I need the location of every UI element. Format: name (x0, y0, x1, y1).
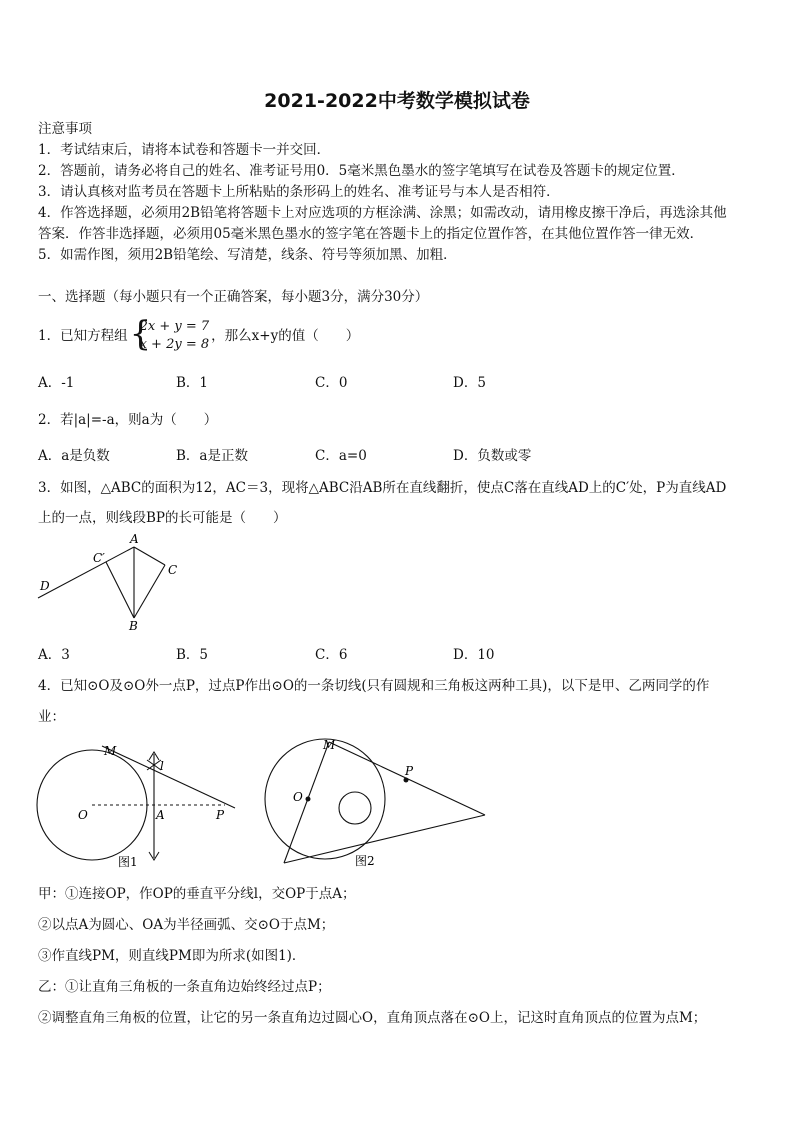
question-3-line-2: 上的一点，则线段BP的长可能是（ ） (38, 510, 287, 526)
fig2-label-p: P (405, 764, 414, 778)
fig1-label-l: l (160, 759, 164, 773)
label-d: D (40, 579, 50, 593)
question-3-line-1: 3．如图，△ABC的面积为12，AC＝3，现将△ABC沿AB所在直线翻折，使点C落在直线AD上的C′处，P为直线AD (38, 480, 727, 496)
section-heading: 一、选择题（每小题只有一个正确答案，每小题3分，满分30分） (38, 289, 429, 305)
equation-1: 2x + y = 7 (139, 319, 210, 334)
question-4-line-1: 4．已知⊙O及⊙O外一点P，过点P作出⊙O的一条切线(只有圆规和三角板这两种工具)，以下是甲、乙两同学的作 (38, 678, 710, 694)
notice-item-1: 1．考试结束后，请将本试卷和答题卡一并交回． (38, 142, 331, 158)
left-brace-icon: { (129, 314, 152, 354)
fig2-label-o: O (293, 790, 303, 804)
yi-step-1: 乙：①让直角三角板的一条直角边始终经过点P； (38, 979, 331, 995)
equation-2: x + 2y = 8 (139, 337, 210, 352)
jia-step-2: ②以点A为圆心、OA为半径画弧、交⊙O于点M； (38, 917, 335, 933)
notice-item-5: 5．如需作图，须用2B铅笔绘、写清楚，线条、符号等须加黑、加粗． (38, 247, 457, 263)
point-p (404, 778, 409, 783)
notice-item-4: 4．作答选择题，必须用2B铅笔将答题卡上对应选项的方框涂满、涂黑；如需改动，请用橡皮擦干净后，再选涂其他 (38, 205, 727, 221)
equation-system (129, 314, 210, 354)
question-4-line-2: 业： (38, 709, 65, 725)
q3-option-c: C．6 (315, 647, 348, 663)
label-c-prime: C′ (93, 551, 105, 565)
q3-option-b: B．5 (176, 647, 209, 663)
label-c: C (168, 563, 178, 577)
q3-option-a: A．3 (38, 647, 70, 663)
q1-suffix: ，那么x+y的值（ ） (211, 328, 360, 344)
tangent-line-pm (102, 746, 235, 808)
q1-option-d: D．5 (453, 375, 486, 391)
small-circle (339, 792, 371, 824)
fig1-label-p: P (216, 808, 225, 822)
q2-option-c: C．a=0 (315, 448, 367, 464)
q4-figure-2 (255, 735, 495, 875)
q1-option-a: A．-1 (38, 375, 75, 391)
point-o (306, 797, 311, 802)
q3-figure (30, 530, 210, 640)
label-b: B (129, 619, 138, 633)
q4-figure-1 (30, 738, 245, 873)
q2-option-a: A．a是负数 (38, 448, 110, 464)
q1-option-c: C．0 (315, 375, 348, 391)
circle-o (265, 739, 385, 859)
fig2-label-m: M (323, 738, 336, 752)
line-m-diameter (284, 742, 329, 863)
jia-step-3: ③作直线PM，则直线PM即为所求(如图1)． (38, 948, 306, 964)
q3-option-d: D．10 (453, 647, 495, 663)
q1-prefix: 1．已知方程组 (38, 328, 128, 344)
notice-item-4-cont: 答案．作答非选择题，必须用05毫米黑色墨水的签字笔在答题卡上的指定位置作答，在其他位置作答一律无效． (38, 226, 704, 242)
notice-item-3: 3．请认真核对监考员在答题卡上所粘贴的条形码上的姓名、准考证号与本人是否相符． (38, 184, 560, 200)
notice-item-2: 2．答题前，请务必将自己的姓名、准考证号用0．5毫米黑色墨水的签字笔填写在试卷及答题卡的规定位置． (38, 163, 685, 179)
fig1-label-o: O (78, 808, 88, 822)
question-1-stem (38, 314, 360, 354)
line-bottom (284, 815, 485, 863)
fig1-label-a: A (156, 808, 165, 822)
question-2-stem: 2．若|a|=-a，则a为（ ） (38, 412, 218, 428)
segment-c1b (106, 562, 134, 618)
q2-option-d: D．负数或零 (453, 448, 532, 464)
exam-title: 2021-2022中考数学模拟试卷 (264, 90, 530, 112)
fig1-caption: 图1 (118, 855, 138, 869)
yi-step-2: ②调整直角三角板的位置，让它的另一条直角边过圆心O，直角顶点落在⊙O上，记这时直角顶点的位置为点M； (38, 1010, 707, 1026)
fig1-label-m: M (104, 744, 117, 758)
q2-option-b: B．a是正数 (176, 448, 248, 464)
segment-cb (134, 565, 165, 618)
label-a: A (130, 532, 139, 546)
q1-option-b: B．1 (176, 375, 209, 391)
notice-heading: 注意事项 (38, 121, 92, 137)
jia-step-1: 甲：①连接OP，作OP的垂直平分线l，交OP于点A； (38, 886, 356, 902)
fig2-caption: 图2 (355, 854, 375, 868)
segment-ac (134, 547, 165, 565)
